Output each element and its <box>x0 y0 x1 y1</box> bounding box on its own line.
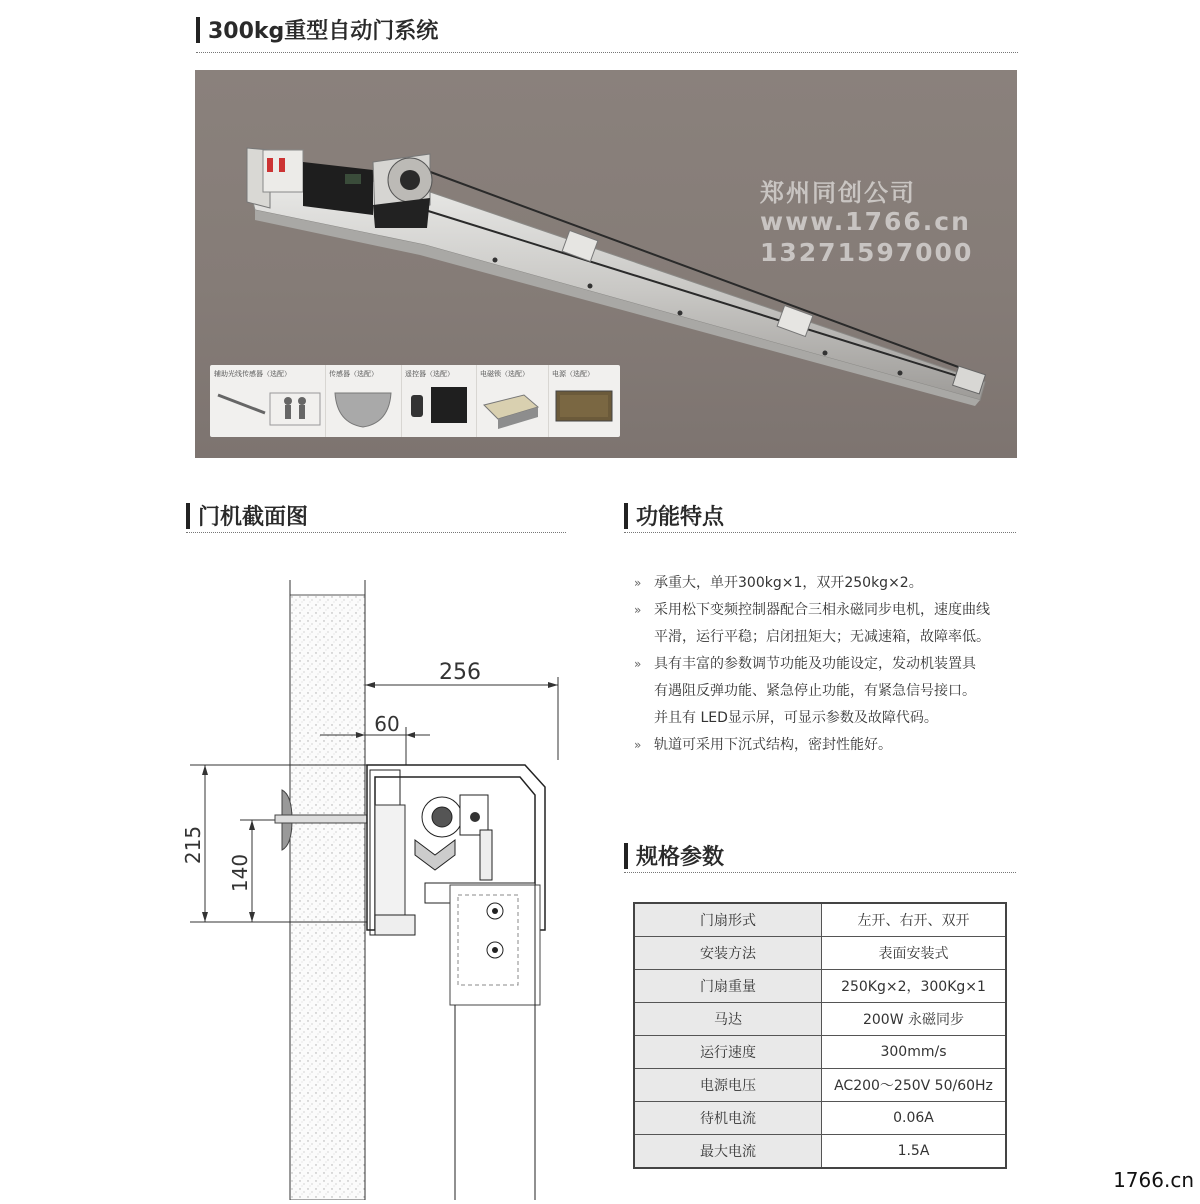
spec-section-heading <box>624 840 724 871</box>
option-sensor <box>325 365 402 437</box>
dim-60-label: 60 <box>374 712 400 736</box>
spec-key: 马达 <box>634 1003 822 1036</box>
option-label: 电磁锁（选配） <box>480 370 529 378</box>
spec-key: 电源电压 <box>634 1069 822 1102</box>
spec-key: 待机电流 <box>634 1102 822 1135</box>
table-row <box>634 1069 1006 1102</box>
spec-key: 门扇重量 <box>634 970 822 1003</box>
options-strip <box>210 365 620 437</box>
spec-section-title: 规格参数 <box>636 845 725 870</box>
watermark-url: www.1766.cn <box>760 207 971 236</box>
power-supply-icon <box>548 365 620 437</box>
table-row <box>634 903 1006 937</box>
header-section <box>196 14 438 45</box>
table-row <box>634 1135 1006 1169</box>
drawing-section-title: 门机截面图 <box>198 505 309 530</box>
option-aux-sensor <box>210 365 326 437</box>
feature-item <box>630 597 1030 651</box>
option-label: 电源（选配） <box>552 370 594 378</box>
feature-line: 平滑，运行平稳；启闭扭矩大；无减速箱，故障率低。 <box>654 629 990 645</box>
spec-value: 300mm/s <box>822 1036 1007 1069</box>
page-title: 300kg重型自动门系统 <box>208 19 439 44</box>
feature-line: 具有丰富的参数调节功能及功能设定，发动机装置具 <box>654 656 976 672</box>
bullet-icon: » <box>634 603 642 617</box>
feature-line: 承重大，单开300kg×1，双开250kg×2。 <box>654 575 923 591</box>
spec-value: AC200～250V 50/60Hz <box>822 1069 1007 1102</box>
dim-215-label: 215 <box>181 825 205 865</box>
spec-key: 最大电流 <box>634 1135 822 1169</box>
spec-key: 运行速度 <box>634 1036 822 1069</box>
feature-line: 采用松下变频控制器配合三相永磁同步电机，速度曲线 <box>654 602 990 618</box>
spec-value: 200W 永磁同步 <box>822 1003 1007 1036</box>
title-bar-marker <box>624 843 628 869</box>
option-power-supply <box>548 365 620 437</box>
spec-table <box>633 902 1007 1169</box>
features-section-title: 功能特点 <box>636 505 725 530</box>
bullet-icon: » <box>634 657 642 671</box>
motion-sensor-icon <box>325 365 401 437</box>
magnetic-lock-icon <box>476 365 548 437</box>
footer-site-url: 1766.cn <box>1113 1168 1194 1192</box>
option-label: 传感器（选配） <box>329 370 378 378</box>
feature-item <box>630 651 1030 732</box>
product-photo <box>195 70 1017 458</box>
option-label: 辅助光线传感器（选配） <box>214 370 291 378</box>
dim-140-label: 140 <box>228 853 252 893</box>
watermark-company: 郑州同创公司 <box>760 179 916 207</box>
bullet-icon: » <box>634 738 642 752</box>
option-remote <box>401 365 477 437</box>
features-divider <box>624 532 1016 533</box>
table-row <box>634 970 1006 1003</box>
cross-section-drawing <box>170 555 570 1200</box>
cross-section-svg <box>170 555 570 1200</box>
feature-item <box>630 732 1030 759</box>
table-row <box>634 937 1006 970</box>
option-label: 遥控器（选配） <box>405 370 454 378</box>
spec-value: 250Kg×2，300Kg×1 <box>822 970 1007 1003</box>
bullet-icon: » <box>634 576 642 590</box>
table-row <box>634 1102 1006 1135</box>
drawing-divider <box>186 532 566 533</box>
remote-control-icon <box>401 365 476 437</box>
title-bar-marker <box>186 503 190 529</box>
feature-line: 有遇阻反弹功能、紧急停止功能，有紧急信号接口。 <box>654 683 976 699</box>
features-list <box>630 570 1030 759</box>
aux-sensor-icon <box>210 365 325 437</box>
title-bar-marker <box>196 17 200 43</box>
spec-key: 门扇形式 <box>634 903 822 937</box>
option-magnetic-lock <box>476 365 549 437</box>
spec-value: 1.5A <box>822 1135 1007 1169</box>
feature-item <box>630 570 1030 597</box>
table-row <box>634 1003 1006 1036</box>
header-divider <box>196 52 1018 53</box>
spec-divider <box>624 872 1016 873</box>
watermark-phone: 13271597000 <box>760 238 974 267</box>
spec-value: 0.06A <box>822 1102 1007 1135</box>
spec-value: 表面安装式 <box>822 937 1007 970</box>
drawing-section-heading <box>186 500 308 531</box>
title-bar-marker <box>624 503 628 529</box>
table-row <box>634 1036 1006 1069</box>
feature-line: 轨道可采用下沉式结构，密封性能好。 <box>654 737 892 753</box>
feature-line: 并且有 LED显示屏，可显示参数及故障代码。 <box>654 710 938 726</box>
features-section-heading <box>624 500 724 531</box>
dim-256-label: 256 <box>439 660 481 685</box>
spec-value: 左开、右开、双开 <box>822 903 1007 937</box>
spec-key: 安装方法 <box>634 937 822 970</box>
